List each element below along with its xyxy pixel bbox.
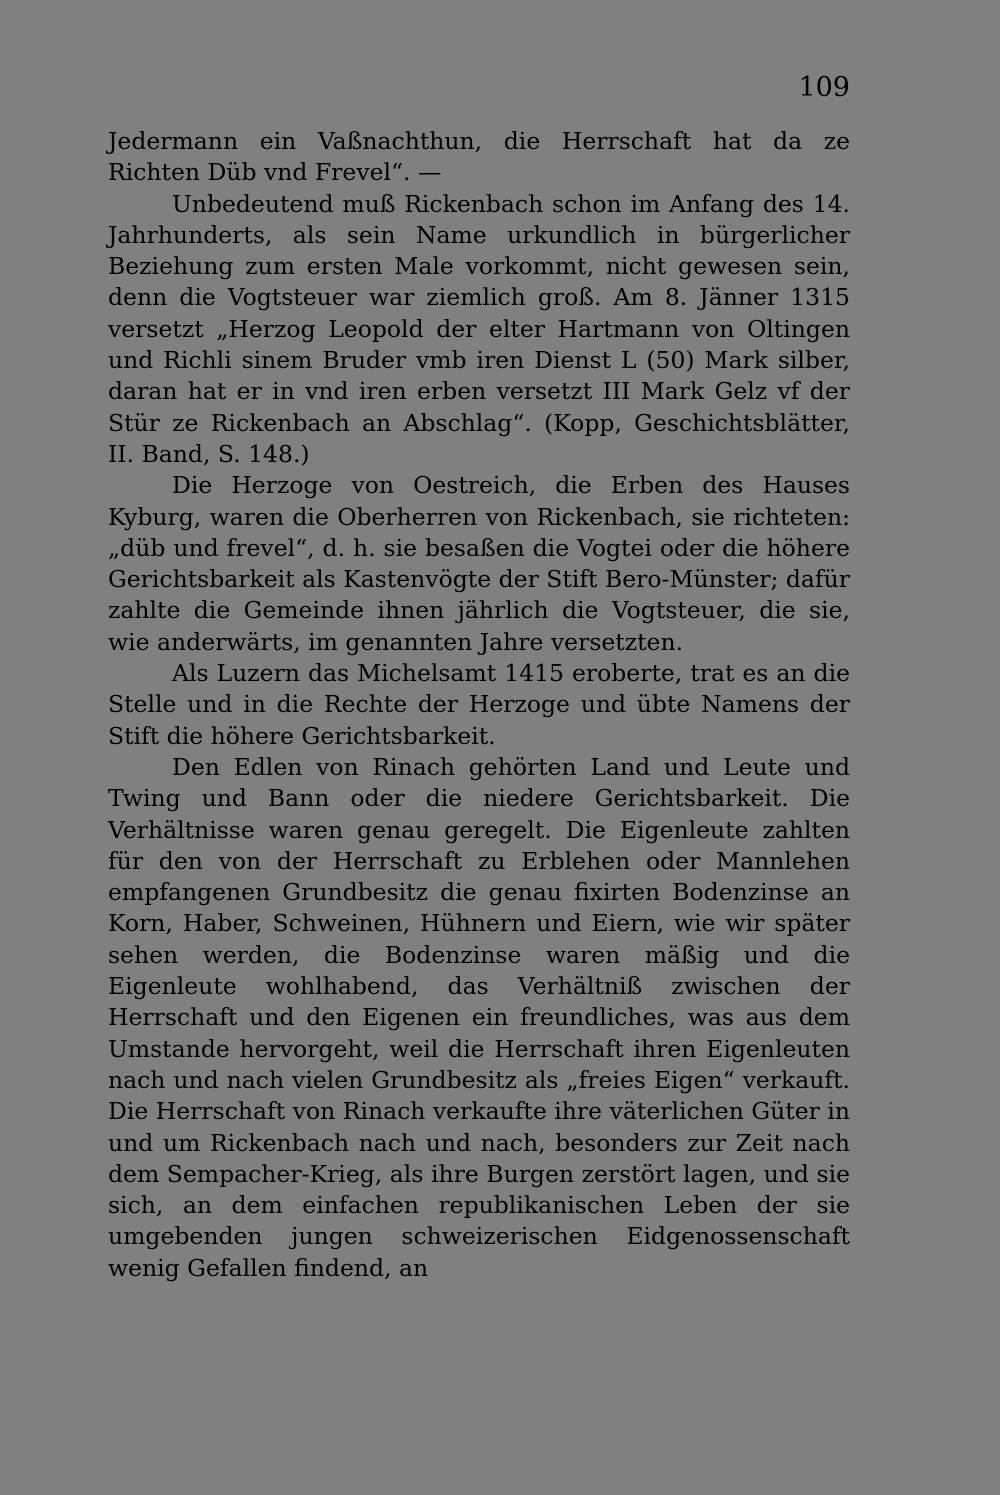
body-text [108,126,850,1284]
page-number: 109 [798,72,850,103]
paragraph-1: Jedermann ein Vaßnachthun, die Herrschaft hat da ze Richten Düb vnd Frevel“. — [108,127,850,187]
paragraph-2: Unbedeutend muß Rickenbach schon im Anfang des 14. Jahrhunderts, als sein Name urkundlich in bürgerlicher Beziehung zum ersten Male vorkommt, nicht gewesen sein, denn die Vogtsteuer war ziemlich groß. Am 8. Jänner 1315 versetzt „Herzog Leopold der elter Hartmann von Oltingen und Richli sinem Bruder vmb iren Dienst L (50) Mark silber, daran hat er in vnd iren erben versetzt III Mark Gelz vf der Stür ze Rickenbach an Abschlag“. (Kopp, Geschichtsblätter, II. Band, S. 148.) [108,189,850,468]
paragraph-4: Als Luzern das Michelsamt 1415 eroberte, trat es an die Stelle und in die Rechte der Herzoge und übte Namens der Stift die höhere Gerichtsbarkeit. [108,659,850,750]
paragraph-5: Den Edlen von Rinach gehörten Land und Leute und Twing und Bann oder die niedere Gerichtsbarkeit. Die Verhältnisse waren genau geregelt. Die Eigenleute zahlten für den von der Herrschaft zu Erblehen oder Mannlehen empfangenen Grundbesitz die genau fixirten Bodenzinse an Korn, Haber, Schweinen, Hühnern und Eiern, wie wir später sehen werden, die Bodenzinse waren mäßig und die Eigenleute wohlhabend, das Verhältniß zwischen der Herrschaft und den Eigenen ein freundliches, was aus dem Umstande hervorgeht, weil die Herrschaft ihren Eigenleuten nach und nach vielen Grundbesitz als „freies Eigen“ verkauft. Die Herrschaft von Rinach verkaufte ihre väterlichen Güter in und um Rickenbach nach und nach, besonders zur Zeit nach dem Sempacher-Krieg, als ihre Burgen zerstört lagen, und sie sich, an dem einfachen republikanischen Leben der sie umgebenden jungen schweizerischen Eidgenossenschaft wenig Gefallen findend, an [108,752,850,1282]
paragraph-3: Die Herzoge von Oestreich, die Erben des Hauses Kyburg, waren die Oberherren von Rickenbach, sie richteten: „düb und frevel“, d. h. sie besaßen die Vogtei oder die höhere Gerichtsbarkeit als Kastenvögte der Stift Bero-Münster; dafür zahlte die Gemeinde ihnen jährlich die Vogtsteuer, die sie, wie anderwärts, im genannten Jahre versetzten. [108,471,850,656]
